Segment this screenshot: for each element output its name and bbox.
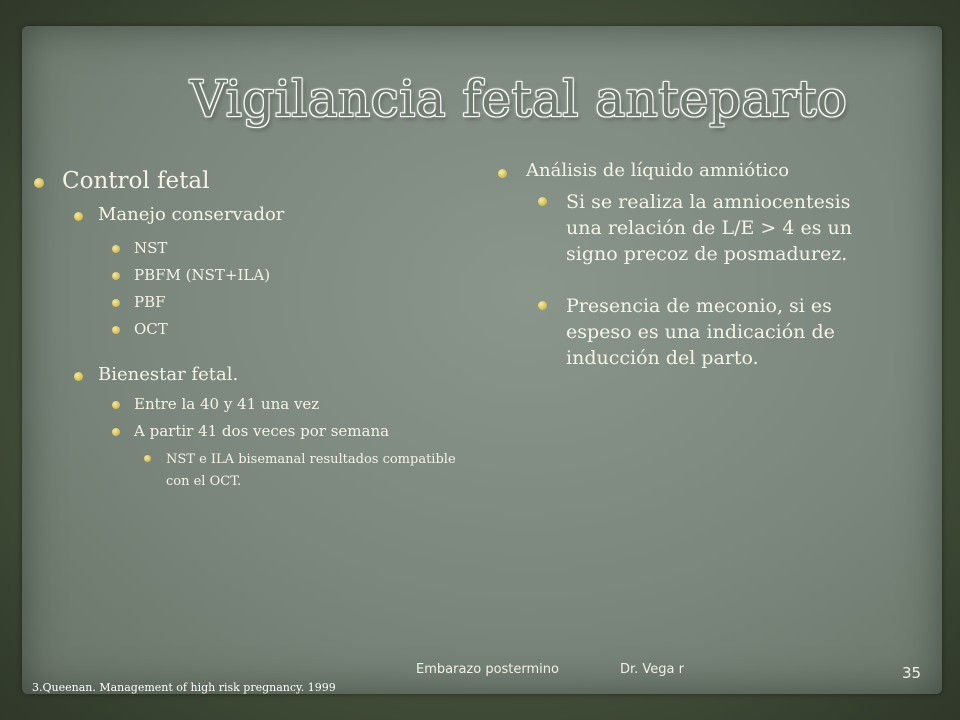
bullet-meconio bbox=[538, 293, 866, 371]
slide-title: Vigilancia fetal anteparto bbox=[190, 70, 848, 128]
bullet-text: PBF bbox=[134, 293, 166, 311]
bullet-analisis-liquido bbox=[498, 160, 918, 181]
page-number: 35 bbox=[902, 664, 922, 682]
bullet-text: Control fetal bbox=[62, 168, 210, 194]
bullet-text: OCT bbox=[134, 320, 168, 338]
bullet-text: Bienestar fetal. bbox=[98, 364, 239, 385]
bullet-dot-icon bbox=[112, 272, 120, 280]
bullet-bienestar-fetal bbox=[74, 364, 484, 385]
bullet-dot-icon bbox=[112, 326, 120, 334]
bullet-oct bbox=[112, 320, 484, 338]
bullet-text: A partir 41 dos veces por semana bbox=[134, 422, 390, 440]
bullet-dot-icon bbox=[112, 428, 120, 436]
bullet-manejo-conservador bbox=[74, 204, 484, 225]
bullet-text: Análisis de líquido amniótico bbox=[526, 160, 790, 181]
reference-citation: 3.Queenan. Management of high risk pregnancy. 1999 bbox=[32, 681, 336, 694]
bullet-dot-icon bbox=[538, 197, 547, 206]
bullet-entre-40-41 bbox=[112, 395, 484, 413]
bullet-text: NST e ILA bisemanal resultados compatible con el OCT. bbox=[166, 452, 456, 489]
bullet-text: Presencia de meconio, si es espeso es una indicación de inducción del parto. bbox=[566, 295, 835, 369]
bullet-text: NST bbox=[134, 239, 168, 257]
bullet-dot-icon bbox=[74, 372, 83, 381]
bullet-pbf bbox=[112, 293, 484, 311]
bullet-control-fetal bbox=[34, 168, 484, 194]
bullet-text: Manejo conservador bbox=[98, 204, 285, 225]
footer-author: Dr. Vega r bbox=[620, 662, 685, 677]
bullet-nst-ila bbox=[144, 449, 466, 493]
bullet-dot-icon bbox=[538, 301, 547, 310]
bullet-nst bbox=[112, 239, 484, 257]
bullet-a-partir-41 bbox=[112, 422, 484, 440]
bullet-text: Entre la 40 y 41 una vez bbox=[134, 395, 320, 413]
bullet-dot-icon bbox=[144, 455, 151, 462]
footer-course: Embarazo postermino bbox=[416, 662, 559, 677]
left-column bbox=[34, 168, 484, 493]
bullet-dot-icon bbox=[74, 212, 83, 221]
bullet-dot-icon bbox=[34, 178, 44, 188]
bullet-pbfm bbox=[112, 266, 484, 284]
bullet-text: PBFM (NST+ILA) bbox=[134, 266, 271, 284]
bullet-dot-icon bbox=[112, 299, 120, 307]
right-column bbox=[498, 160, 918, 371]
bullet-dot-icon bbox=[112, 245, 120, 253]
bullet-dot-icon bbox=[112, 401, 120, 409]
bullet-dot-icon bbox=[498, 169, 507, 178]
bullet-amniocentesis bbox=[538, 189, 886, 267]
bullet-text: Si se realiza la amniocentesis una relación de L/E > 4 es un signo precoz de posmadurez. bbox=[566, 191, 852, 265]
